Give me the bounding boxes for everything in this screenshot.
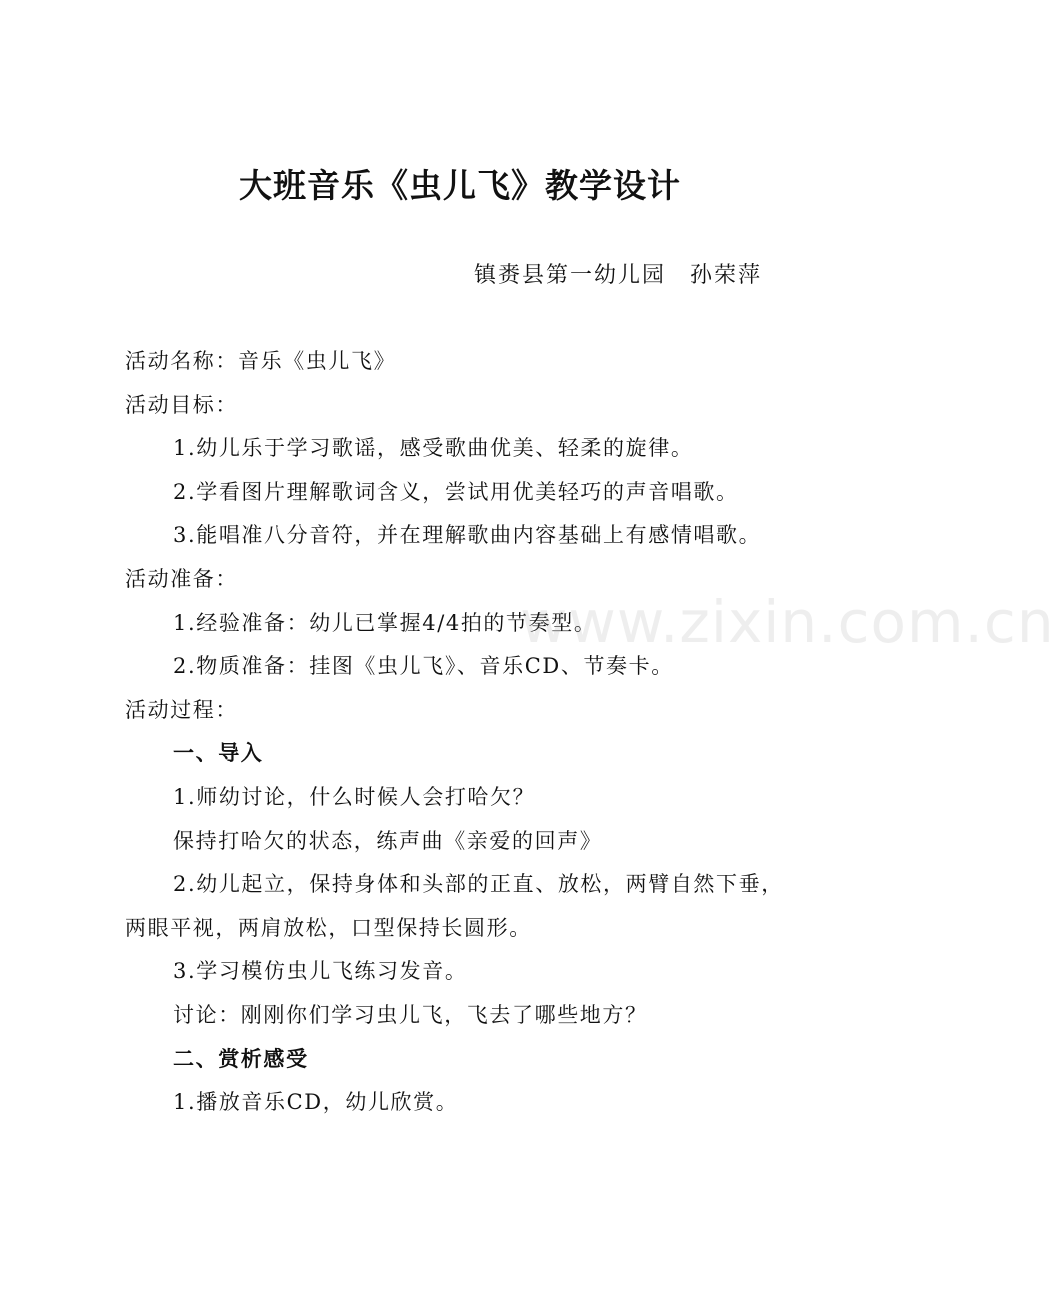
text-line: 两眼平视，两肩放松，口型保持长圆形。 xyxy=(125,915,532,940)
author-line: 镇赉县第一幼儿园 孙荣萍 xyxy=(473,263,762,288)
text-line: 保持打哈欠的状态，练声曲《亲爱的回声》 xyxy=(173,828,603,853)
text-line: 2.物质准备：挂图《虫儿飞》、音乐CD、节奏卡。 xyxy=(173,654,674,679)
text-line: 1.播放音乐CD，幼儿欣赏。 xyxy=(173,1090,459,1115)
text-line: 2.学看图片理解歌词含义，尝试用优美轻巧的声音唱歌。 xyxy=(173,479,739,504)
text-line: 1.经验准备：幼儿已掌握4/4拍的节奏型。 xyxy=(173,610,597,635)
text-line: 讨论：刚刚你们学习虫儿飞，飞去了哪些地方？ xyxy=(173,1002,648,1027)
text-line: 活动目标： xyxy=(125,392,238,417)
document-title: 大班音乐《虫儿飞》教学设计 xyxy=(239,166,681,205)
text-line: 活动过程： xyxy=(125,697,238,722)
text-line: 2.幼儿起立，保持身体和头部的正直、放松，两臂自然下垂， xyxy=(173,872,784,897)
section-heading: 一、导入 xyxy=(173,741,264,766)
text-line: 1.师幼讨论，什么时候人会打哈欠？ xyxy=(173,784,536,809)
text-line: 活动名称：音乐《虫儿飞》 xyxy=(125,349,397,373)
text-line: 活动准备： xyxy=(125,566,238,591)
text-line: 3.能唱准八分音符，并在理解歌曲内容基础上有感情唱歌。 xyxy=(173,523,762,548)
text-line: 1.幼儿乐于学习歌谣，感受歌曲优美、轻柔的旋律。 xyxy=(173,436,694,461)
document-body xyxy=(125,340,815,1125)
text-line: 3.学习模仿虫儿飞练习发音。 xyxy=(173,959,468,984)
section-heading: 二、赏析感受 xyxy=(173,1046,309,1071)
watermark: www.zixin.com.cn xyxy=(520,588,1055,656)
